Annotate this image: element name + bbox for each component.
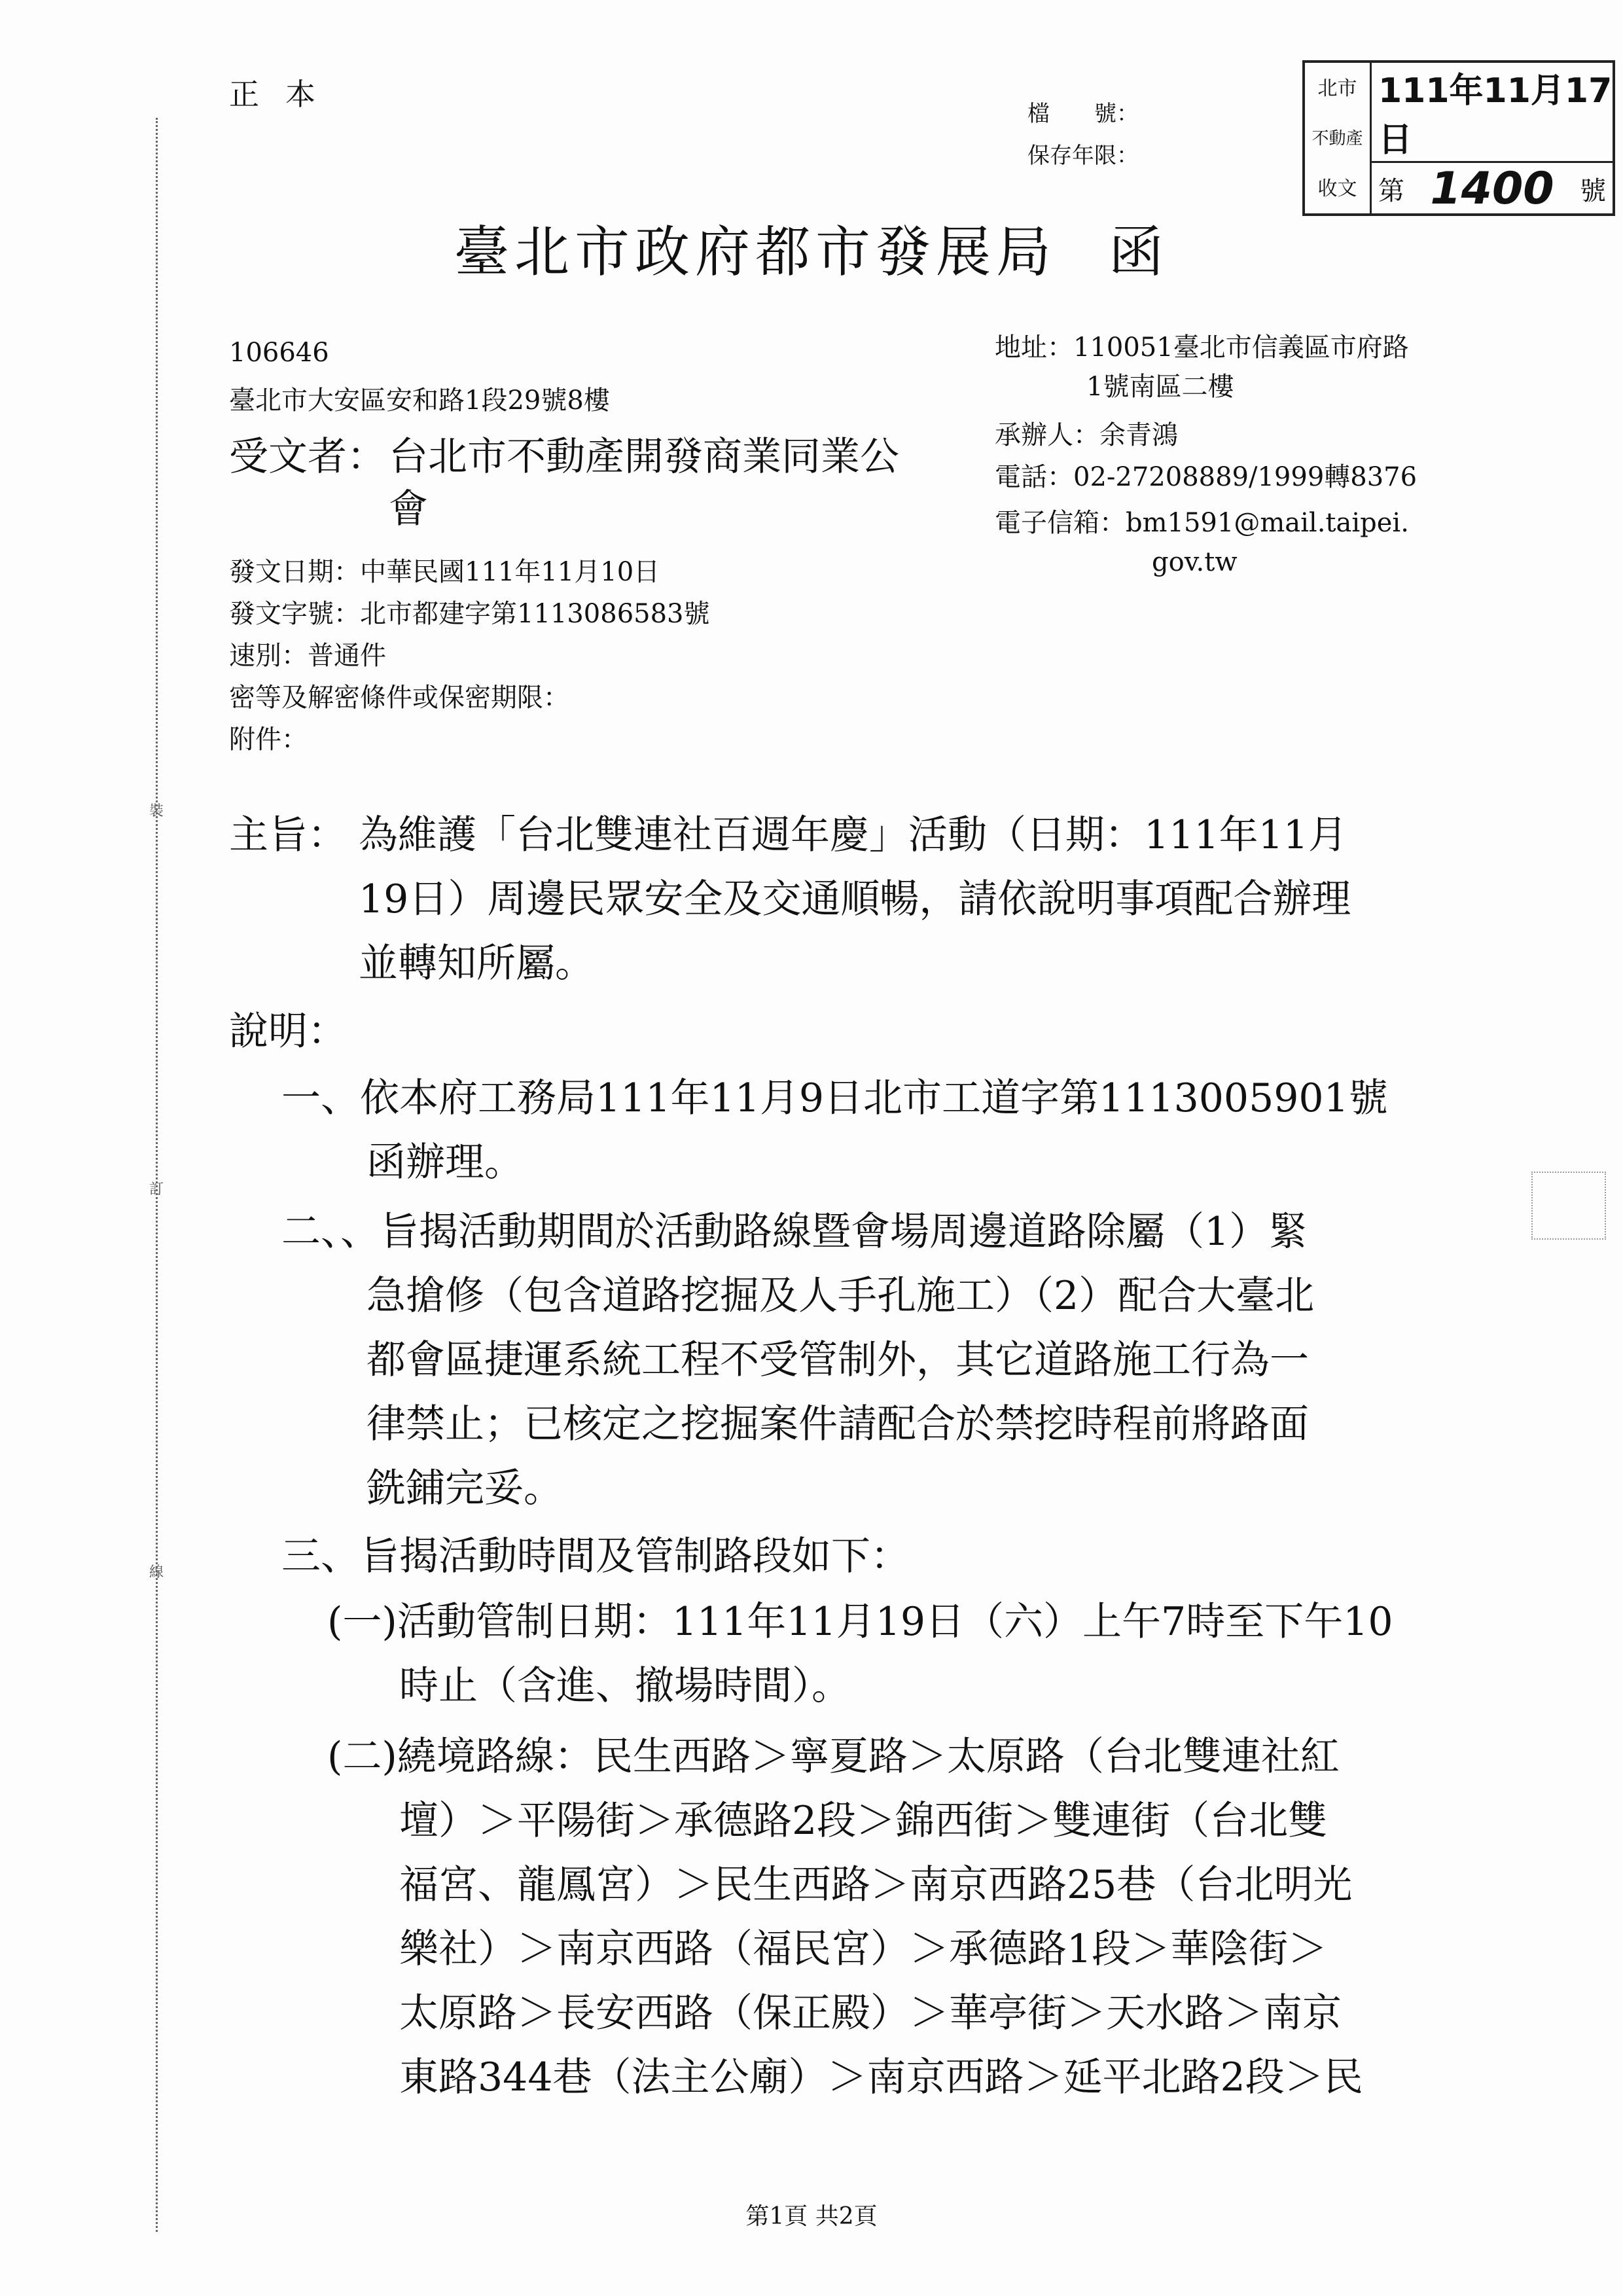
explanation-label: 說明： xyxy=(229,1009,347,1054)
explanation-item-2-cont: 急搶修（包含道路挖掘及人手孔施工）（2）配合大臺北 xyxy=(366,1273,1315,1319)
control-date-cont: 時止（含進、撤場時間）。 xyxy=(399,1663,851,1709)
binding-line xyxy=(156,118,158,2232)
binding-mark: 裝 xyxy=(149,803,164,819)
sender-address: 地址：110051臺北市信義區市府路 xyxy=(995,332,1409,363)
explanation-item-3: 三、旨揭活動時間及管制路段如下： xyxy=(281,1534,910,1579)
explanation-item-2-cont: 律禁止；已核定之挖掘案件請配合於禁挖時程前將路面 xyxy=(366,1401,1309,1447)
route-description-cont: 東路344巷（法主公廟）＞南京西路＞延平北路2段＞民 xyxy=(399,2054,1363,2100)
binding-mark: 訂 xyxy=(149,1181,164,1198)
route-description-cont: 壇）＞平陽街＞承德路2段＞錦西街＞雙連街（台北雙 xyxy=(399,1798,1328,1844)
stamp-date: 111年11月17日 xyxy=(1372,63,1613,163)
receipt-stamp xyxy=(1302,60,1615,216)
document-number: 發文字號：北市都建字第1113086583號 xyxy=(229,599,710,629)
phone-number: 電話：02-27208889/1999轉8376 xyxy=(995,462,1418,492)
route-description-cont: 福宮、龍鳳宮）＞民生西路＞南京西路25巷（台北明光 xyxy=(399,1862,1353,1908)
route-description-cont: 樂社）＞南京西路（福民宮）＞承德路1段＞華陰街＞ xyxy=(399,1926,1328,1972)
retention-label: 保存年限： xyxy=(1027,143,1139,169)
recipient-label: 受文者： xyxy=(229,434,386,480)
recipient-name-cont: 會 xyxy=(389,486,428,532)
stamp-number: 第 1400 號 xyxy=(1378,163,1606,215)
secrecy-level: 密等及解密條件或保密期限： xyxy=(229,683,569,713)
explanation-item-2-cont: 都會區捷運系統工程不受管制外，其它道路施工行為一 xyxy=(366,1337,1309,1383)
recipient-name: 台北市不動產開發商業同業公 xyxy=(389,434,899,480)
email-address-cont: gov.tw xyxy=(1152,547,1238,577)
document-title xyxy=(0,208,1623,287)
page-number: 第1頁 共2頁 xyxy=(745,2203,878,2230)
original-copy-label: 正本 xyxy=(229,77,342,112)
explanation-item-1: 一、依本府工務局111年11月9日北市工道字第1113005901號 xyxy=(281,1075,1388,1121)
email-address: 電子信箱：bm1591@mail.taipei. xyxy=(995,508,1409,538)
handler-name: 承辦人：余青鴻 xyxy=(995,420,1178,450)
scan-artifact xyxy=(1531,1172,1606,1240)
file-number-label: 檔 號： xyxy=(1027,101,1139,127)
recipient-postcode: 106646 xyxy=(229,338,329,368)
control-date: (一)活動管制日期：111年11月19日（六）上午7時至下午10 xyxy=(327,1599,1393,1645)
subject-text: 19日）周邊民眾安全及交通順暢，請依說明事項配合辦理 xyxy=(359,876,1351,922)
explanation-item-2: 二、、旨揭活動期間於活動路線暨會場周邊道路除屬（1）緊 xyxy=(281,1209,1308,1255)
recipient-address: 臺北市大安區安和路1段29號8樓 xyxy=(229,386,610,416)
subject-label: 主旨： xyxy=(229,812,347,858)
stamp-handwritten-number: 1400 xyxy=(1430,163,1554,215)
subject-text: 為維護「台北雙連社百週年慶」活動（日期：111年11月 xyxy=(359,812,1347,858)
route-description: (二)繞境路線：民生西路＞寧夏路＞太原路（台北雙連社紅 xyxy=(327,1734,1340,1780)
document-kind: 函 xyxy=(1109,220,1169,284)
explanation-item-2-cont: 銑鋪完妥。 xyxy=(366,1465,563,1511)
issue-date: 發文日期：中華民國111年11月10日 xyxy=(229,557,660,587)
route-description-cont: 太原路＞長安西路（保正殿）＞華亭街＞天水路＞南京 xyxy=(399,1990,1342,2036)
agency-name: 臺北市政府都市發展局 xyxy=(454,220,1056,284)
explanation-item-1-cont: 函辦理。 xyxy=(366,1139,524,1185)
attachment-label: 附件： xyxy=(229,725,308,755)
stamp-org: 北市 不動產 收文 xyxy=(1305,63,1372,215)
sender-address-cont: 1號南區二樓 xyxy=(1086,372,1234,402)
delivery-speed: 速別：普通件 xyxy=(229,641,386,671)
subject-text: 並轉知所屬。 xyxy=(359,941,594,986)
binding-mark: 線 xyxy=(149,1564,164,1581)
